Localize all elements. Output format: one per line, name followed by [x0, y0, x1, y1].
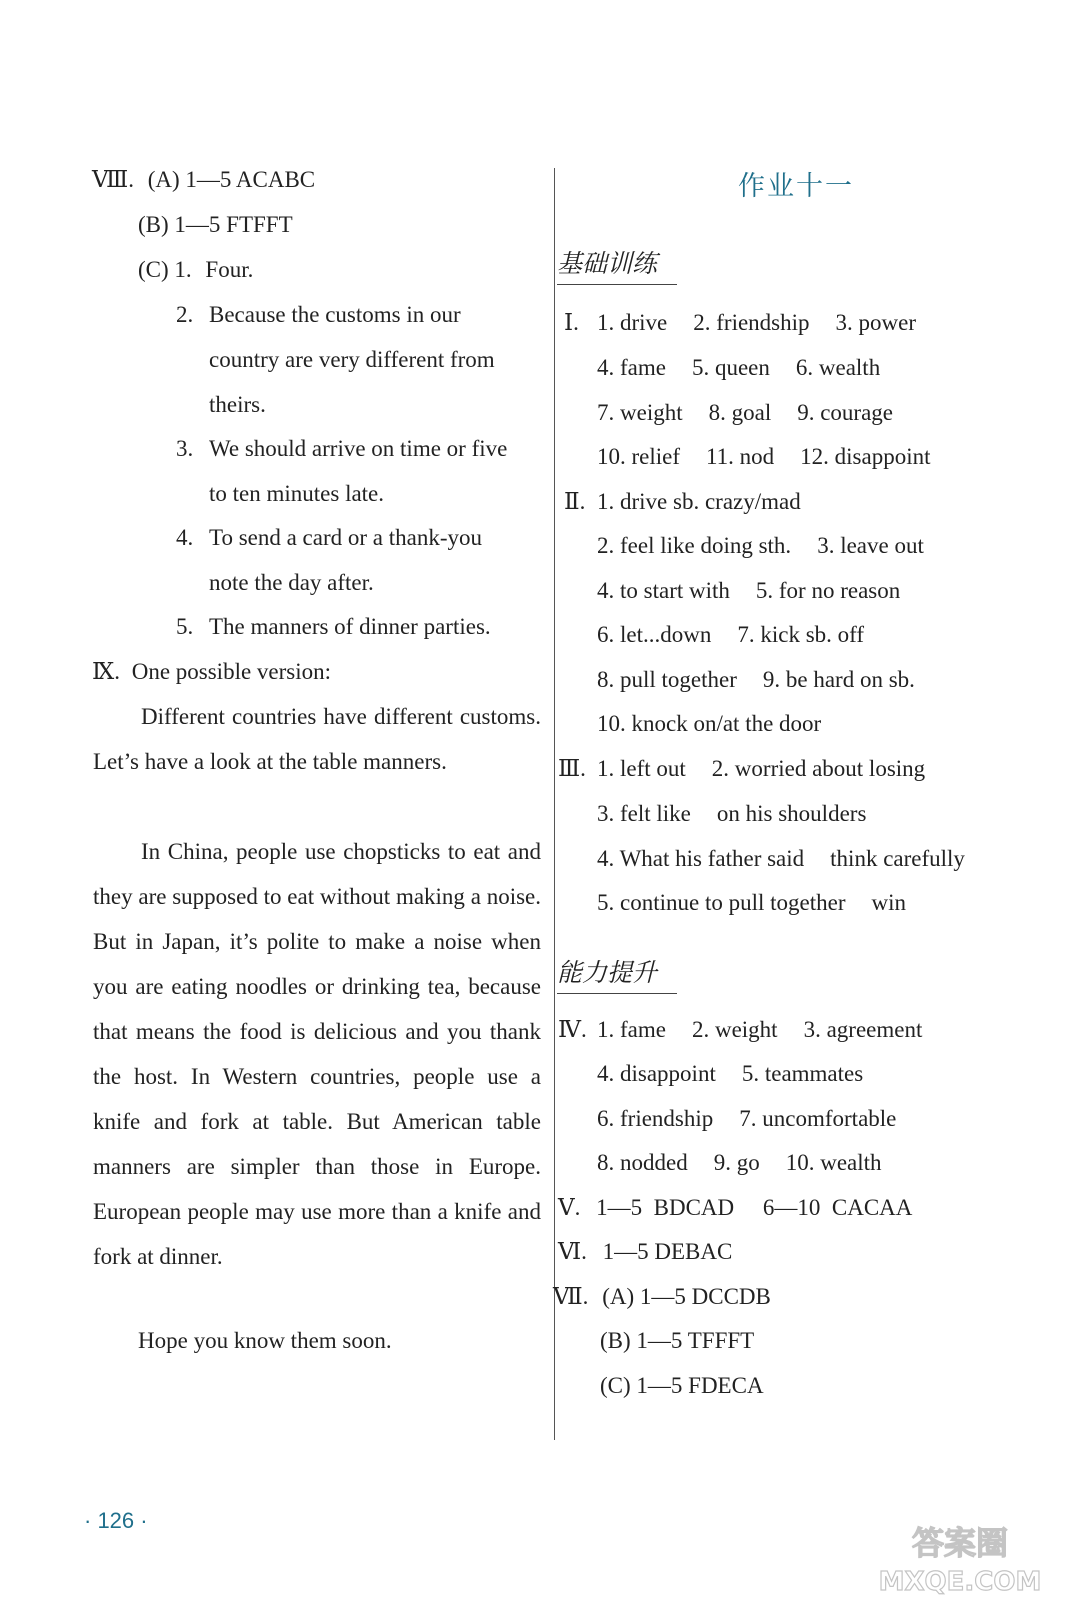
- answer-row: 1. drive 2. friendship 3. power: [597, 310, 917, 335]
- section-ability-improvement: 能力提升: [557, 953, 677, 994]
- answer-row: 1. fame 2. weight 3. agreement: [597, 1017, 923, 1042]
- section-basic-training: 基础训练: [557, 244, 677, 285]
- answer-c5-number: 5.: [176, 614, 194, 639]
- answer-row: 10. knock on/at the door: [597, 711, 822, 736]
- answer-row: 8. pull together 9. be hard on sb.: [597, 667, 915, 692]
- answer-row: 10. relief 11. nod 12. disappoint: [597, 444, 931, 469]
- answer-c2-line: theirs.: [209, 392, 266, 417]
- section-ix-heading: Ⅸ. One possible version:: [92, 659, 332, 684]
- answer-row: 4. fame 5. queen 6. wealth: [597, 355, 881, 380]
- answer-c3-line: We should arrive on time or five: [209, 436, 508, 461]
- answer-row: 6. friendship 7. uncomfortable: [597, 1106, 897, 1131]
- homework-title: 作业十一: [738, 171, 854, 202]
- essay-paragraph-1: Different countries have different customs. Let’s have a look at the table manners.: [93, 704, 541, 774]
- section-vii-row-a: Ⅶ. (A) 1—5 DCCDB: [553, 1284, 771, 1309]
- section-viii-row-b: (B) 1—5 FTFFT: [138, 212, 293, 237]
- answer-row: 4. disappoint 5. teammates: [597, 1061, 864, 1086]
- answer-c3-line: to ten minutes late.: [209, 481, 385, 506]
- answer-c4-line: To send a card or a thank-you: [209, 525, 483, 550]
- section-vi-label: Ⅵ.: [558, 1239, 587, 1264]
- answer-row: 5. continue to pull together win: [597, 890, 906, 915]
- section-viii-row-c1: (C) 1. Four.: [138, 257, 254, 282]
- answer-row: 8. nodded 9. go 10. wealth: [597, 1150, 882, 1175]
- essay-paragraph-3: Hope you know them soon.: [138, 1328, 392, 1353]
- answer-row: 3. felt like on his shoulders: [597, 801, 867, 826]
- column-divider: [554, 168, 555, 1440]
- section-ii-label: Ⅱ.: [564, 489, 586, 514]
- answer-row: 2. feel like doing sth. 3. leave out: [597, 533, 924, 558]
- answer-row: 7. weight 8. goal 9. courage: [597, 400, 894, 425]
- section-vii-row-b: (B) 1—5 TFFFT: [600, 1328, 755, 1353]
- watermark-top-text: 答案圈: [911, 1524, 1009, 1562]
- answer-c4-number: 4.: [176, 525, 194, 550]
- page-number: · 126 ·: [84, 1508, 148, 1533]
- section-v-row: Ⅴ. 1—5 BDCAD 6—10 CACAA: [558, 1195, 913, 1220]
- section-i-label: Ⅰ.: [564, 310, 579, 335]
- essay-paragraph-2: In China, people use chopsticks to eat and they are supposed to eat without making a noise. But in Japan, it’s polite to make a noise when you are eating noodles or drinking tea, because that means the food is delicious and you thank the host. In Western countries, people use a knife and fork at table. But American table manners are simpler than those in Europe. European people may use more than a knife and fork at dinner.: [93, 839, 541, 1269]
- answer-c5-line: The manners of dinner parties.: [209, 614, 491, 639]
- answer-c4-line: note the day after.: [209, 570, 374, 595]
- section-vii-label: Ⅶ.: [553, 1284, 589, 1309]
- answer-row: 4. What his father said think carefully: [597, 846, 965, 871]
- section-iii-label: Ⅲ.: [558, 756, 586, 781]
- section-v-label: Ⅴ.: [558, 1195, 581, 1220]
- answer-row: 4. to start with 5. for no reason: [597, 578, 901, 603]
- watermark-logo: [860, 1520, 1060, 1596]
- section-iv-label: Ⅳ.: [558, 1017, 587, 1042]
- answer-c2-number: 2.: [176, 302, 194, 327]
- answer-row: 6. let...down 7. kick sb. off: [597, 622, 865, 647]
- answer-c2-line: Because the customs in our: [209, 302, 461, 327]
- answer-c3-number: 3.: [176, 436, 194, 461]
- section-viii-label: Ⅷ.: [92, 167, 134, 192]
- answer-c2-line: country are very different from: [209, 347, 495, 372]
- section-vi-row: Ⅵ. 1—5 DEBAC: [558, 1239, 733, 1264]
- answer-row: 1. left out 2. worried about losing: [597, 756, 926, 781]
- watermark-bottom-text: MXQE.COM: [878, 1567, 1042, 1596]
- answer-row: 1. drive sb. crazy/mad: [597, 489, 801, 514]
- section-ix-label: Ⅸ.: [92, 659, 120, 684]
- section-vii-row-c: (C) 1—5 FDECA: [600, 1373, 764, 1398]
- section-viii-row-a: Ⅷ. (A) 1—5 ACABC: [92, 167, 316, 192]
